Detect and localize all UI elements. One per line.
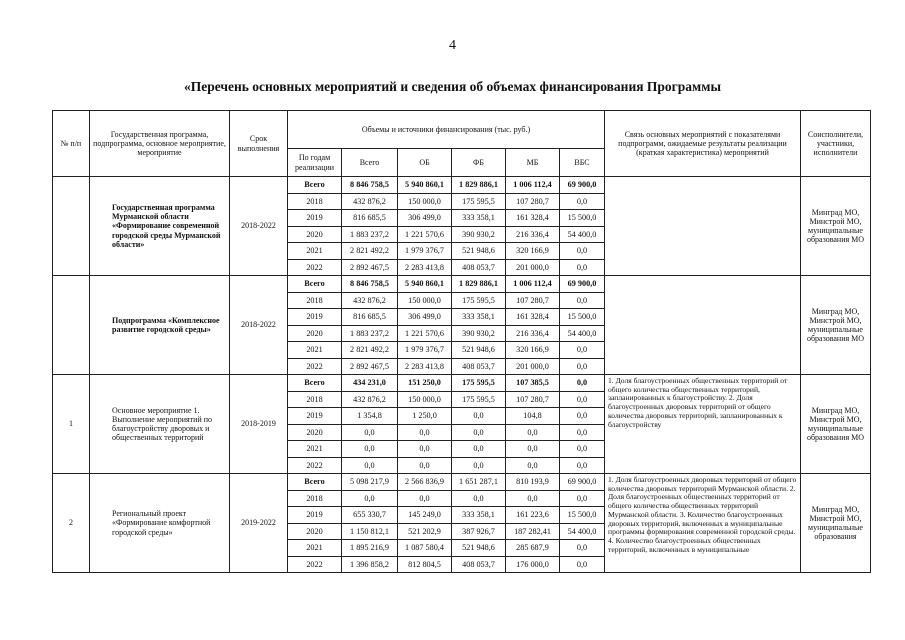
header-ob: ОБ bbox=[398, 149, 452, 177]
vbs-cell: 0,0 bbox=[560, 408, 605, 425]
vbs-cell: 0,0 bbox=[560, 375, 605, 392]
year-cell: 2018 bbox=[288, 193, 342, 210]
header-mb: МБ bbox=[506, 149, 560, 177]
fb-cell: 1 829 886,1 bbox=[452, 177, 506, 194]
header-by-year: По годам реализации bbox=[288, 149, 342, 177]
year-cell: 2020 bbox=[288, 424, 342, 441]
table-row bbox=[53, 276, 871, 293]
mb-cell: 1 006 112,4 bbox=[506, 177, 560, 194]
total-cell: 2 821 492,2 bbox=[342, 243, 398, 260]
mb-cell: 320 166,9 bbox=[506, 342, 560, 359]
mb-cell: 107 280,7 bbox=[506, 391, 560, 408]
mb-cell: 0,0 bbox=[506, 490, 560, 507]
vbs-cell: 0,0 bbox=[560, 342, 605, 359]
mb-cell: 201 000,0 bbox=[506, 259, 560, 276]
fb-cell: 390 930,2 bbox=[452, 226, 506, 243]
program-name: Основное мероприятие 1. Выполнение мероприятий по благоустройству дворовых и общественных территорий bbox=[90, 375, 230, 474]
mb-cell: 810 193,9 bbox=[506, 474, 560, 491]
ob-cell: 151 250,0 bbox=[398, 375, 452, 392]
mb-cell: 285 687,9 bbox=[506, 540, 560, 557]
fb-cell: 387 926,7 bbox=[452, 523, 506, 540]
program-name: Региональный проект «Формирование комфортной городской среды» bbox=[90, 474, 230, 573]
ob-cell: 150 000,0 bbox=[398, 193, 452, 210]
year-cell: Всего bbox=[288, 375, 342, 392]
document-title: «Перечень основных мероприятий и сведения об объемах финансирования Программы bbox=[183, 79, 721, 94]
ob-cell: 521 202,9 bbox=[398, 523, 452, 540]
row-number bbox=[53, 276, 90, 375]
year-cell: Всего bbox=[288, 474, 342, 491]
fb-cell: 0,0 bbox=[452, 490, 506, 507]
vbs-cell: 0,0 bbox=[560, 441, 605, 458]
vbs-cell: 54 400,0 bbox=[560, 523, 605, 540]
ob-cell: 1 221 570,6 bbox=[398, 325, 452, 342]
vbs-cell: 15 500,0 bbox=[560, 309, 605, 326]
fb-cell: 521 948,6 bbox=[452, 342, 506, 359]
total-cell: 432 876,2 bbox=[342, 391, 398, 408]
ob-cell: 2 566 836,9 bbox=[398, 474, 452, 491]
ob-cell: 306 499,0 bbox=[398, 309, 452, 326]
total-cell: 1 883 237,2 bbox=[342, 325, 398, 342]
year-cell: 2021 bbox=[288, 243, 342, 260]
fb-cell: 175 595,5 bbox=[452, 193, 506, 210]
mb-cell: 107 280,7 bbox=[506, 193, 560, 210]
year-cell: 2019 bbox=[288, 408, 342, 425]
ob-cell: 1 979 376,7 bbox=[398, 243, 452, 260]
mb-cell: 0,0 bbox=[506, 457, 560, 474]
row-number: 1 bbox=[53, 375, 90, 474]
fb-cell: 175 595,5 bbox=[452, 391, 506, 408]
vbs-cell: 0,0 bbox=[560, 358, 605, 375]
ob-cell: 145 249,0 bbox=[398, 507, 452, 524]
total-cell: 2 821 492,2 bbox=[342, 342, 398, 359]
total-cell: 1 396 858,2 bbox=[342, 556, 398, 573]
mb-cell: 107 280,7 bbox=[506, 292, 560, 309]
period: 2018-2019 bbox=[230, 375, 288, 474]
year-cell: 2019 bbox=[288, 210, 342, 227]
ob-cell: 0,0 bbox=[398, 457, 452, 474]
vbs-cell: 0,0 bbox=[560, 424, 605, 441]
mb-cell: 0,0 bbox=[506, 441, 560, 458]
total-cell: 1 883 237,2 bbox=[342, 226, 398, 243]
fb-cell: 0,0 bbox=[452, 441, 506, 458]
total-cell: 655 330,7 bbox=[342, 507, 398, 524]
executors: Минград МО, Минстрой МО, муниципальные образования bbox=[801, 474, 871, 573]
fb-cell: 1 651 287,1 bbox=[452, 474, 506, 491]
mb-cell: 161 328,4 bbox=[506, 210, 560, 227]
ob-cell: 0,0 bbox=[398, 490, 452, 507]
year-cell: 2018 bbox=[288, 490, 342, 507]
year-cell: 2020 bbox=[288, 523, 342, 540]
ob-cell: 306 499,0 bbox=[398, 210, 452, 227]
vbs-cell: 0,0 bbox=[560, 243, 605, 260]
ob-cell: 1 087 580,4 bbox=[398, 540, 452, 557]
year-cell: 2022 bbox=[288, 259, 342, 276]
vbs-cell: 69 900,0 bbox=[560, 276, 605, 293]
vbs-cell: 0,0 bbox=[560, 292, 605, 309]
total-cell: 8 846 758,5 bbox=[342, 276, 398, 293]
header-program: Государственная программа, подпрограмма, основное мероприятие, мероприятие bbox=[90, 111, 230, 177]
table-row bbox=[53, 474, 871, 491]
fb-cell: 333 358,1 bbox=[452, 210, 506, 227]
vbs-cell: 0,0 bbox=[560, 193, 605, 210]
vbs-cell: 15 500,0 bbox=[560, 507, 605, 524]
fb-cell: 175 595,5 bbox=[452, 292, 506, 309]
mb-cell: 187 282,41 bbox=[506, 523, 560, 540]
executors: Минград МО, Минстрой МО, муниципальные образования МО bbox=[801, 276, 871, 375]
total-cell: 0,0 bbox=[342, 424, 398, 441]
vbs-cell: 0,0 bbox=[560, 490, 605, 507]
row-number: 2 bbox=[53, 474, 90, 573]
fb-cell: 1 829 886,1 bbox=[452, 276, 506, 293]
link-description: 1. Доля благоустроенных дворовых территорий от общего количества дворовых территорий Мурманской области. 2. Доля благоустроенных общественных территорий от общего количества общественных территорий Мурманской области. 3. Количество благоустроенных дворовых территорий, включенных в муниципальные программы формирования современной городской среды. 4. Количество благоустроенных общественных территорий, включенных в муниципальные bbox=[605, 474, 801, 573]
period: 2018-2022 bbox=[230, 177, 288, 276]
table-row bbox=[53, 375, 871, 392]
executors: Минград МО, Минстрой МО, муниципальные образования МО bbox=[801, 177, 871, 276]
ob-cell: 150 000,0 bbox=[398, 292, 452, 309]
vbs-cell: 54 400,0 bbox=[560, 226, 605, 243]
fb-cell: 390 930,2 bbox=[452, 325, 506, 342]
vbs-cell: 15 500,0 bbox=[560, 210, 605, 227]
vbs-cell: 0,0 bbox=[560, 259, 605, 276]
total-cell: 432 876,2 bbox=[342, 193, 398, 210]
total-cell: 8 846 758,5 bbox=[342, 177, 398, 194]
header-link: Связь основных мероприятий с показателями подпрограмм, ожидаемые результаты реализации (краткая характеристика) мероприятий bbox=[605, 111, 801, 177]
year-cell: 2021 bbox=[288, 540, 342, 557]
fb-cell: 0,0 bbox=[452, 457, 506, 474]
year-cell: 2022 bbox=[288, 556, 342, 573]
header-total: Всего bbox=[342, 149, 398, 177]
ob-cell: 812 804,5 bbox=[398, 556, 452, 573]
year-cell: Всего bbox=[288, 276, 342, 293]
ob-cell: 1 250,0 bbox=[398, 408, 452, 425]
mb-cell: 201 000,0 bbox=[506, 358, 560, 375]
ob-cell: 5 940 860,1 bbox=[398, 276, 452, 293]
vbs-cell: 0,0 bbox=[560, 556, 605, 573]
total-cell: 2 892 467,5 bbox=[342, 358, 398, 375]
ob-cell: 1 221 570,6 bbox=[398, 226, 452, 243]
fb-cell: 175 595,5 bbox=[452, 375, 506, 392]
header-vbs: ВБС bbox=[560, 149, 605, 177]
header-num: № п/п bbox=[53, 111, 90, 177]
total-cell: 0,0 bbox=[342, 457, 398, 474]
fb-cell: 0,0 bbox=[452, 408, 506, 425]
mb-cell: 161 223,6 bbox=[506, 507, 560, 524]
total-cell: 1 895 216,9 bbox=[342, 540, 398, 557]
total-cell: 816 685,5 bbox=[342, 210, 398, 227]
program-name: Подпрограмма «Комплексное развитие городской среды» bbox=[90, 276, 230, 375]
total-cell: 0,0 bbox=[342, 490, 398, 507]
fb-cell: 333 358,1 bbox=[452, 309, 506, 326]
fb-cell: 0,0 bbox=[452, 424, 506, 441]
ob-cell: 1 979 376,7 bbox=[398, 342, 452, 359]
link-description bbox=[605, 177, 801, 276]
fb-cell: 521 948,6 bbox=[452, 243, 506, 260]
year-cell: 2021 bbox=[288, 441, 342, 458]
mb-cell: 1 006 112,4 bbox=[506, 276, 560, 293]
vbs-cell: 69 900,0 bbox=[560, 177, 605, 194]
mb-cell: 216 336,4 bbox=[506, 325, 560, 342]
total-cell: 2 892 467,5 bbox=[342, 259, 398, 276]
header-executors: Соисполнители, участники, исполнители bbox=[801, 111, 871, 177]
row-number bbox=[53, 177, 90, 276]
funding-table bbox=[52, 110, 871, 573]
ob-cell: 5 940 860,1 bbox=[398, 177, 452, 194]
fb-cell: 408 053,7 bbox=[452, 259, 506, 276]
year-cell: Всего bbox=[288, 177, 342, 194]
page-number: 4 bbox=[449, 38, 456, 53]
mb-cell: 0,0 bbox=[506, 424, 560, 441]
fb-cell: 408 053,7 bbox=[452, 358, 506, 375]
year-cell: 2019 bbox=[288, 507, 342, 524]
year-cell: 2021 bbox=[288, 342, 342, 359]
total-cell: 816 685,5 bbox=[342, 309, 398, 326]
mb-cell: 320 166,9 bbox=[506, 243, 560, 260]
total-cell: 434 231,0 bbox=[342, 375, 398, 392]
vbs-cell: 54 400,0 bbox=[560, 325, 605, 342]
year-cell: 2022 bbox=[288, 457, 342, 474]
ob-cell: 2 283 413,8 bbox=[398, 259, 452, 276]
total-cell: 1 150 812,1 bbox=[342, 523, 398, 540]
year-cell: 2018 bbox=[288, 292, 342, 309]
mb-cell: 176 000,0 bbox=[506, 556, 560, 573]
vbs-cell: 0,0 bbox=[560, 391, 605, 408]
program-name: Государственная программа Мурманской области «Формирование современной городской среды Мурманской области» bbox=[90, 177, 230, 276]
mb-cell: 104,8 bbox=[506, 408, 560, 425]
header-fb: ФБ bbox=[452, 149, 506, 177]
year-cell: 2020 bbox=[288, 325, 342, 342]
total-cell: 1 354,8 bbox=[342, 408, 398, 425]
ob-cell: 0,0 bbox=[398, 441, 452, 458]
link-description: 1. Доля благоустроенных общественных территорий от общего количества общественных территорий, запланированных к благоустройству. 2. Доля благоустроенных дворовых территорий от общего количества дворовых территорий, запланированных к благоустройству bbox=[605, 375, 801, 474]
vbs-cell: 0,0 bbox=[560, 457, 605, 474]
period: 2018-2022 bbox=[230, 276, 288, 375]
header-funding: Объемы и источники финансирования (тыс. руб.) bbox=[288, 111, 605, 149]
year-cell: 2018 bbox=[288, 391, 342, 408]
ob-cell: 150 000,0 bbox=[398, 391, 452, 408]
year-cell: 2022 bbox=[288, 358, 342, 375]
fb-cell: 521 948,6 bbox=[452, 540, 506, 557]
ob-cell: 2 283 413,8 bbox=[398, 358, 452, 375]
ob-cell: 0,0 bbox=[398, 424, 452, 441]
year-cell: 2020 bbox=[288, 226, 342, 243]
vbs-cell: 69 900,0 bbox=[560, 474, 605, 491]
total-cell: 5 098 217,9 bbox=[342, 474, 398, 491]
mb-cell: 216 336,4 bbox=[506, 226, 560, 243]
total-cell: 0,0 bbox=[342, 441, 398, 458]
table-row bbox=[53, 177, 871, 194]
mb-cell: 161 328,4 bbox=[506, 309, 560, 326]
total-cell: 432 876,2 bbox=[342, 292, 398, 309]
period: 2019-2022 bbox=[230, 474, 288, 573]
link-description bbox=[605, 276, 801, 375]
year-cell: 2019 bbox=[288, 309, 342, 326]
header-period: Срок выполнения bbox=[230, 111, 288, 177]
mb-cell: 107 385,5 bbox=[506, 375, 560, 392]
executors: Минград МО, Минстрой МО, муниципальные образования МО bbox=[801, 375, 871, 474]
vbs-cell: 0,0 bbox=[560, 540, 605, 557]
fb-cell: 333 358,1 bbox=[452, 507, 506, 524]
fb-cell: 408 053,7 bbox=[452, 556, 506, 573]
